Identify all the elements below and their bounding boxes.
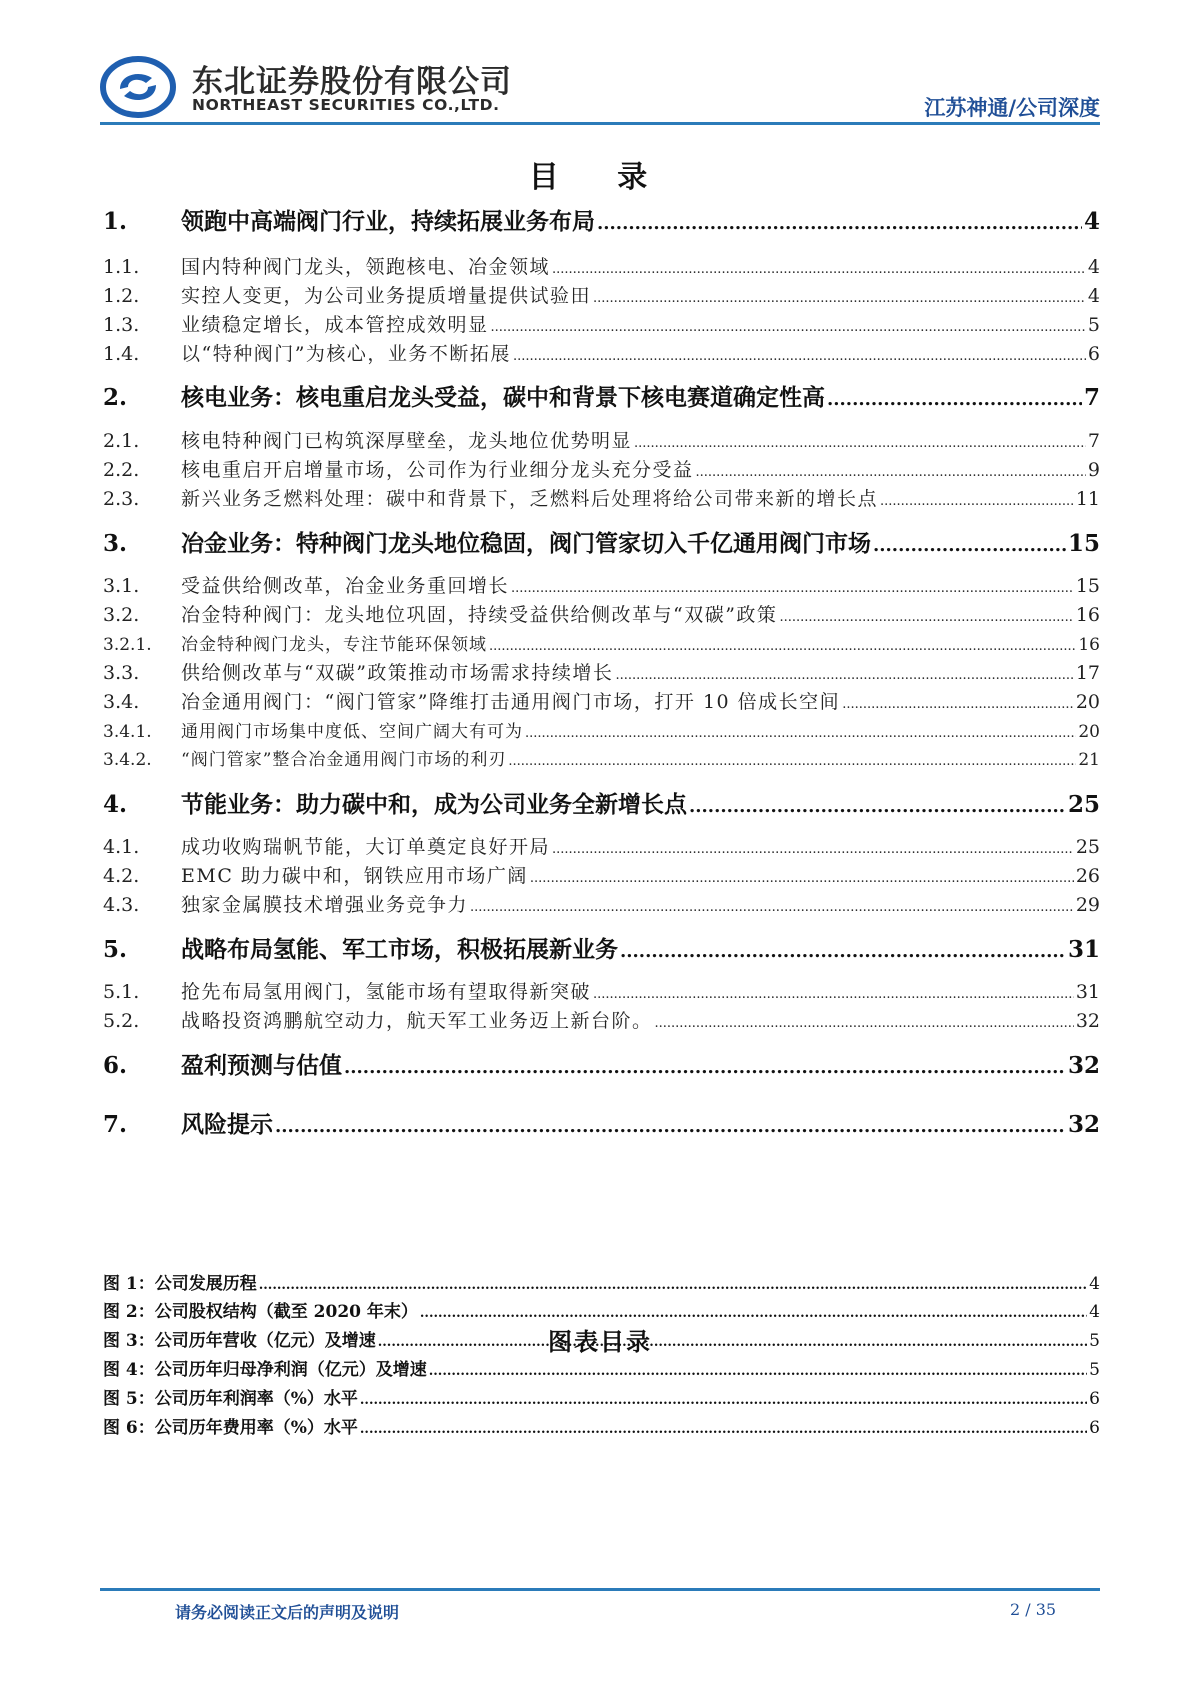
figure-entry-page: 4 [1089,1274,1100,1294]
toc-entry-1-2[interactable] [103,281,1100,308]
toc-entry-page: 20 [1078,722,1100,742]
toc-entry-number: 1. [103,208,128,235]
toc-entry-page: 6 [1087,343,1100,365]
toc-entry-text: 新兴业务乏燃料处理：碳中和背景下，乏燃料后处理将给公司带来新的增长点 [181,488,879,510]
dot-leader [615,668,1073,683]
toc-entry-number: 3. [103,530,128,557]
toc-entry-number: 6. [103,1052,128,1079]
dot-leader [873,535,1066,556]
toc-entry-number: 1.4. [103,343,140,365]
northeast-securities-logo-icon [100,56,176,118]
toc-entry-page: 25 [1075,836,1100,858]
toc-entry-text: 节能业务：助力碳中和，成为公司业务全新增长点 [181,791,687,818]
toc-entry-1[interactable] [103,203,1100,236]
dot-leader [511,581,1074,596]
toc-entry-2-1[interactable] [103,426,1100,453]
dot-leader [344,1057,1066,1078]
toc-entry-number: 2.2. [103,459,140,481]
toc-entry-text: 冶金通用阀门：“阀门管家”降维打击通用阀门市场，打开 10 倍成长空间 [181,691,841,713]
toc-entry-number: 5.2. [103,1010,140,1032]
toc-entry-page: 15 [1067,530,1100,557]
toc-entry-4-3[interactable] [103,890,1100,917]
toc-entry-number: 1.2. [103,285,140,307]
toc-entry-text: 抢先布局氢用阀门，氢能市场有望取得新突破 [181,981,592,1003]
toc-entry-1-1[interactable] [103,252,1100,279]
toc-entry-page: 20 [1075,691,1100,713]
dot-leader [597,213,1082,234]
toc-entry-3[interactable] [103,525,1100,558]
header-divider [100,122,1100,125]
toc-entry-text: 领跑中高端阀门行业，持续拓展业务布局 [181,208,595,235]
toc-entry-3-3[interactable] [103,658,1100,685]
toc-entry-text: 核电特种阀门已构筑深厚壁垒，龙头地位优势明显 [181,430,633,452]
toc-entry-page: 32 [1067,1052,1100,1079]
toc-entry-text: EMC 助力碳中和，钢铁应用市场广阔 [181,865,528,887]
toc-entry-3-1[interactable] [103,571,1100,598]
toc-entry-text: 冶金业务：特种阀门龙头地位稳固，阀门管家切入千亿通用阀门市场 [181,530,871,557]
figure-entry-text: 图 1：公司发展历程 [103,1274,257,1294]
dot-leader [593,987,1074,1002]
toc-entry-number: 3.2. [103,604,140,626]
toc-entry-3-2-1[interactable] [103,630,1100,655]
figure-entry-2[interactable] [103,1297,1100,1322]
toc-entry-text: 冶金特种阀门：龙头地位巩固，持续受益供给侧改革与“双碳”政策 [181,604,778,626]
document-tag: 江苏神通/公司深度 [924,96,1100,120]
toc-entry-page: 17 [1075,662,1100,684]
toc-entry-2-3[interactable] [103,484,1100,511]
toc-entry-text: 成功收购瑞帆节能，大订单奠定良好开局 [181,836,551,858]
dot-leader [489,639,1076,654]
figure-entry-text: 图 6：公司历年费用率（%）水平 [103,1418,358,1438]
toc-entry-text: 国内特种阀门龙头，领跑核电、冶金领域 [181,256,551,278]
toc-title: 目 录 [528,160,672,195]
toc-entry-number: 2.3. [103,488,140,510]
figure-entry-page: 6 [1089,1389,1100,1409]
toc-entry-number: 1.3. [103,314,140,336]
toc-entry-number: 2. [103,384,128,411]
dot-leader [696,465,1086,480]
toc-entry-number: 4.2. [103,865,140,887]
dot-leader [842,697,1074,712]
toc-entry-5-2[interactable] [103,1006,1100,1033]
toc-entry-page: 32 [1075,1010,1100,1032]
dot-leader [491,320,1086,335]
figure-entry-6[interactable] [103,1413,1100,1438]
dot-leader [880,494,1074,509]
toc-entry-page: 5 [1087,314,1100,336]
figure-entry-4[interactable] [103,1355,1100,1380]
toc-entry-page: 21 [1078,750,1100,770]
dot-leader [360,1422,1087,1437]
toc-entry-number: 3.2.1. [103,635,152,655]
figure-entry-text: 图 4：公司历年归母净利润（亿元）及增速 [103,1360,427,1380]
toc-entry-page: 29 [1075,894,1100,916]
toc-entry-number: 3.4.2. [103,750,152,770]
toc-entry-number: 4. [103,791,128,818]
toc-entry-4[interactable] [103,786,1100,819]
toc-entry-page: 25 [1067,791,1100,818]
dot-leader [552,842,1074,857]
toc-entry-text: “阀门管家”整合冶金通用阀门市场的利刃 [181,750,507,770]
dot-leader [360,1393,1087,1408]
page-number: 2 / 35 [1010,1600,1057,1619]
toc-entry-text: 盈利预测与估值 [181,1052,342,1079]
dot-leader [378,1335,1087,1350]
toc-entry-4-1[interactable] [103,832,1100,859]
page-header [100,52,1100,128]
figure-entry-1[interactable] [103,1269,1100,1294]
toc-entry-6[interactable] [103,1047,1100,1080]
toc-entry-page: 9 [1087,459,1100,481]
dot-leader [259,1278,1087,1293]
dot-leader [275,1116,1066,1137]
toc-entry-number: 5.1. [103,981,140,1003]
toc-entry-1-4[interactable] [103,339,1100,366]
toc-entry-number: 4.1. [103,836,140,858]
toc-entry-5[interactable] [103,931,1100,964]
figure-list-title: 图表目录 [548,1327,652,1356]
toc-entry-3-4[interactable] [103,687,1100,714]
toc-entry-number: 3.3. [103,662,140,684]
dot-leader [429,1364,1087,1379]
toc-entry-number: 3.1. [103,575,140,597]
figure-entry-text: 图 3：公司历年营收（亿元）及增速 [103,1331,376,1351]
toc-entry-text: 实控人变更，为公司业务提质增量提供试验田 [181,285,592,307]
toc-entry-1-3[interactable] [103,310,1100,337]
dot-leader [525,726,1076,741]
toc-entry-5-1[interactable] [103,977,1100,1004]
dot-leader [634,436,1086,451]
toc-entry-page: 15 [1075,575,1100,597]
figure-entry-page: 6 [1089,1418,1100,1438]
toc-entry-text: 业绩稳定增长，成本管控成效明显 [181,314,489,336]
toc-entry-text: 核电业务：核电重启龙头受益，碳中和背景下核电赛道确定性高 [181,384,825,411]
toc-entry-number: 5. [103,936,128,963]
toc-entry-2[interactable] [103,379,1100,412]
dot-leader [513,349,1086,364]
toc-entry-number: 4.3. [103,894,140,916]
toc-entry-page: 31 [1067,936,1100,963]
toc-entry-7[interactable] [103,1106,1100,1139]
footer-disclaimer: 请务必阅读正文后的声明及说明 [175,1603,400,1622]
toc-entry-number: 7. [103,1111,128,1138]
company-name-cn: 东北证券股份有限公司 [192,64,512,100]
dot-leader [620,941,1066,962]
toc-entry-page: 26 [1075,865,1100,887]
toc-entry-text: 核电重启开启增量市场，公司作为行业细分龙头充分受益 [181,459,694,481]
toc-entry-text: 冶金特种阀门龙头，专注节能环保领域 [181,635,487,655]
dot-leader [779,610,1073,625]
dot-leader [552,262,1086,277]
toc-entry-page: 31 [1075,981,1100,1003]
dot-leader [593,291,1086,306]
figure-entry-page: 5 [1089,1360,1100,1380]
toc-entry-number: 1.1. [103,256,140,278]
toc-entry-text: 供给侧改革与“双碳”政策推动市场需求持续增长 [181,662,614,684]
figure-entry-page: 4 [1089,1302,1100,1322]
toc-entry-page: 7 [1083,384,1100,411]
toc-entry-page: 11 [1075,488,1100,510]
toc-entry-4-2[interactable] [103,861,1100,888]
figure-entry-5[interactable] [103,1384,1100,1409]
toc-entry-text: 战略投资鸿鹏航空动力，航天军工业务迈上新台阶。 [181,1010,653,1032]
toc-entry-text: 通用阀门市场集中度低、空间广阔大有可为 [181,722,523,742]
toc-entry-page: 7 [1087,430,1100,452]
toc-entry-text: 独家金属膜技术增强业务竞争力 [181,894,469,916]
figure-entry-page: 5 [1089,1331,1100,1351]
dot-leader [530,871,1074,886]
toc-entry-page: 16 [1078,635,1100,655]
toc-entry-number: 3.4. [103,691,140,713]
toc-entry-page: 4 [1087,256,1100,278]
toc-entry-text: 风险提示 [181,1111,273,1138]
toc-entry-page: 32 [1067,1111,1100,1138]
dot-leader [470,900,1074,915]
toc-entry-number: 3.4.1. [103,722,152,742]
toc-entry-page: 4 [1087,285,1100,307]
toc-entry-text: 受益供给侧改革，冶金业务重回增长 [181,575,510,597]
dot-leader [655,1016,1074,1031]
figure-entry-text: 图 2：公司股权结构（截至 2020 年末） [103,1302,418,1322]
figure-entry-3[interactable] [103,1326,1100,1351]
toc-entry-3-2[interactable] [103,600,1100,627]
toc-entry-text: 以“特种阀门”为核心，业务不断拓展 [181,343,511,365]
figure-entry-text: 图 5：公司历年利润率（%）水平 [103,1389,358,1409]
dot-leader [420,1306,1087,1321]
toc-entry-2-2[interactable] [103,455,1100,482]
dot-leader [689,796,1066,817]
toc-entry-page: 4 [1083,208,1100,235]
toc-entry-page: 16 [1075,604,1100,626]
dot-leader [508,754,1076,769]
toc-entry-number: 2.1. [103,430,140,452]
toc-entry-3-4-1[interactable] [103,717,1100,742]
toc-entry-3-4-2[interactable] [103,745,1100,770]
dot-leader [827,389,1082,410]
footer-divider [100,1588,1100,1591]
company-name-en: NORTHEAST SECURITIES CO.,LTD. [192,96,500,114]
toc-entry-text: 战略布局氢能、军工市场，积极拓展新业务 [181,936,618,963]
